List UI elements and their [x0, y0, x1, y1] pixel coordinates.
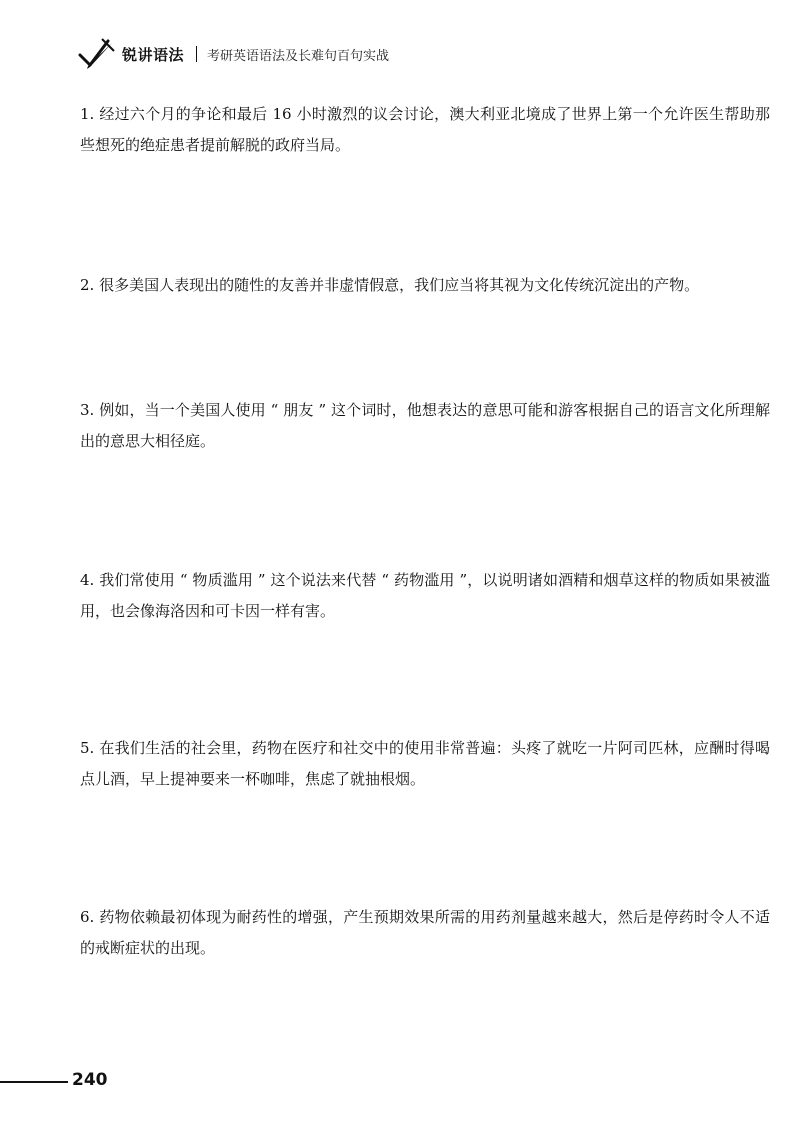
sentence-item-3: 3. 例如，当一个美国人使用 “ 朋友 ” 这个词时，他想表达的意思可能和游客根据自己的语言文化所理解出的意思大相径庭。: [80, 401, 770, 450]
header-divider: [196, 46, 197, 62]
sentence-item-4: 4. 我们常使用 “ 物质滥用 ” 这个说法来代替 “ 药物滥用 ”，以说明诸如酒精和烟草这样的物质如果被滥用，也会像海洛因和可卡因一样有害。: [80, 571, 770, 620]
sentence-item-1: 1. 经过六个月的争论和最后 16 小时激烈的议会讨论，澳大利亚北境成了世界上第一个允许医生帮助那些想死的绝症患者提前解脱的政府当局。: [80, 105, 770, 154]
brand-title: 锐讲语法: [122, 45, 185, 64]
sentence-item-5: 5. 在我们生活的社会里，药物在医疗和社交中的使用非常普遍：头疼了就吃一片阿司匹林，应酬时得喝点儿酒，早上提神要来一杯咖啡，焦虑了就抽根烟。: [80, 739, 770, 788]
sentence-item-2: 2. 很多美国人表现出的随性的友善并非虚情假意，我们应当将其视为文化传统沉淀出的产物。: [80, 276, 700, 294]
book-subtitle: 考研英语语法及长难句百句实战: [207, 48, 390, 64]
sentence-item-6: 6. 药物依赖最初体现为耐药性的增强，产生预期效果所需的用药剂量越来越大，然后是停药时令人不适的戒断症状的出现。: [80, 908, 770, 957]
page-header: [78, 34, 389, 74]
page-number: 240: [72, 1070, 108, 1090]
pen-check-logo-icon: [78, 37, 118, 71]
footer-rule: [0, 1081, 68, 1083]
